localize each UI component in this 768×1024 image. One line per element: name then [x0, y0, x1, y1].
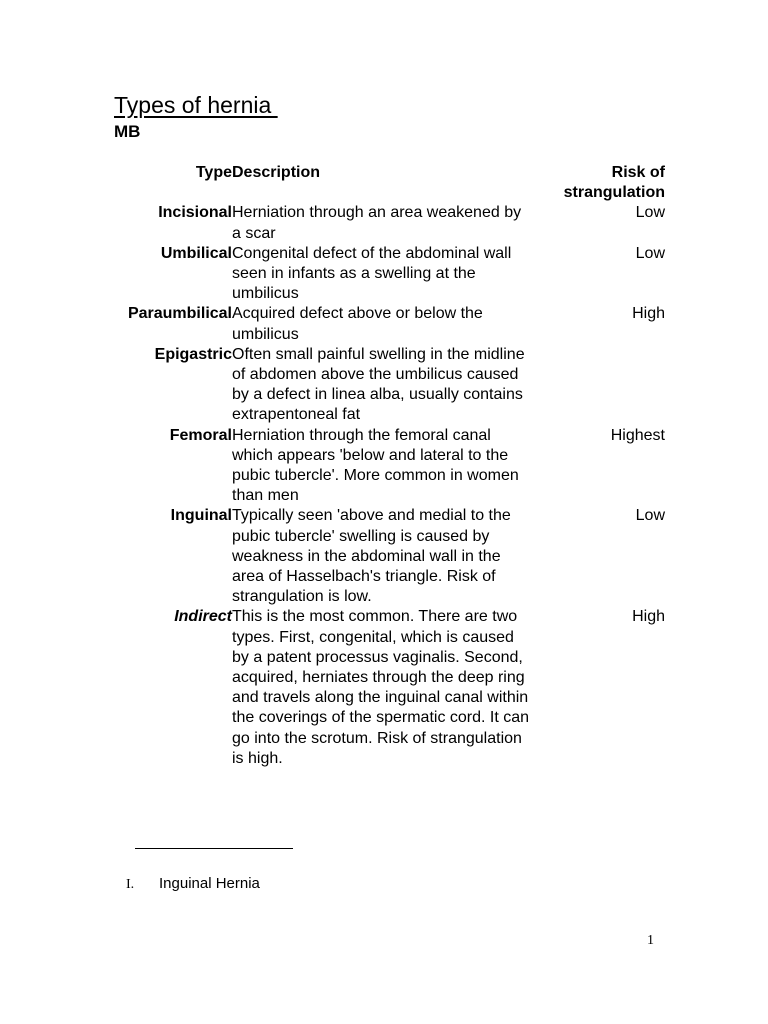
document-title: Types of hernia — [114, 92, 278, 118]
page-number: 1 — [647, 933, 654, 948]
row-risk — [532, 345, 665, 426]
row-description: Acquired defect above or below the umbilicus — [232, 305, 483, 343]
row-risk: High — [632, 608, 665, 626]
footnote-text: Inguinal Hernia — [159, 875, 260, 892]
row-risk: High — [632, 305, 665, 323]
footnote-marker: I. — [126, 877, 135, 892]
row-description: Congenital defect of the abdominal wall seen in infants as a swelling at the umbilicus — [232, 244, 512, 303]
row-type: Epigastric — [154, 345, 232, 363]
hernia-types-table — [112, 163, 665, 769]
row-type: Inguinal — [170, 507, 232, 525]
table-row-incisional — [112, 203, 665, 243]
row-description: This is the most common. There are two types. First, congenital, which is caused by a patent processus vaginalis. Second, acquired, herniates through the deep ring and travels along the inguinal canal within the coverings of the spermatic cord. It can go into the scrotum. Risk of strangulation is high. — [232, 608, 530, 767]
table-row-femoral — [112, 426, 665, 507]
table-row-epigastric — [112, 345, 665, 426]
row-description: Typically seen 'above and medial to the pubic tubercle' swelling is caused by weakness in the abdominal wall in the area of Hasselbach's triangle. Risk of strangulation is low. — [232, 507, 511, 606]
header-description: Description — [232, 164, 321, 181]
table-row-inguinal — [112, 506, 665, 607]
document-author: MB — [114, 122, 141, 141]
row-type: Paraumbilical — [127, 305, 232, 323]
row-description: Herniation through the femoral canal which appears 'below and lateral to the pubic tubercle'. More common in women than men — [232, 426, 519, 505]
row-type: Femoral — [169, 426, 232, 444]
table-row-umbilical — [112, 244, 665, 305]
table-header-row — [112, 163, 665, 203]
row-description: Often small painful swelling in the midline of abdomen above the umbilicus caused by a defect in linea alba, usually contains extrapentoneal fat — [232, 345, 525, 424]
table-row-indirect — [112, 607, 665, 769]
row-type: Indirect — [174, 608, 232, 626]
row-risk: Low — [635, 507, 665, 525]
row-description: Herniation through an area weakened by a scar — [232, 204, 522, 242]
table-row-paraumbilical — [112, 304, 665, 344]
footnote-separator — [135, 848, 293, 849]
row-type: Umbilical — [160, 244, 232, 262]
row-risk: Low — [635, 204, 665, 222]
header-risk: Risk of strangulation — [563, 164, 665, 202]
row-risk: Low — [635, 244, 665, 262]
header-type: Type — [195, 164, 232, 181]
row-type: Incisional — [158, 204, 232, 222]
row-risk: Highest — [610, 426, 665, 444]
footnote — [126, 875, 260, 894]
